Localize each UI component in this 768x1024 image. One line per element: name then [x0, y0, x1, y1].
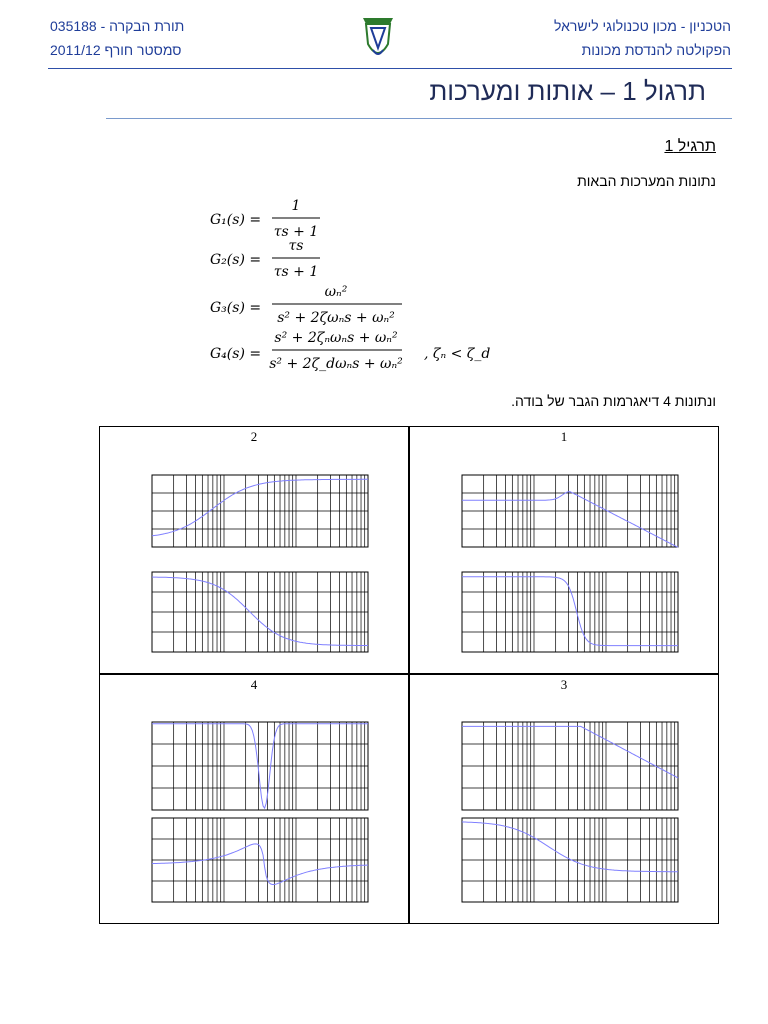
header-rule: [48, 68, 732, 69]
bode-label-1: 1: [560, 429, 568, 444]
bode-label-2: 2: [250, 429, 258, 444]
g4-num: s² + 2ζₙωₙs + ωₙ²: [274, 330, 398, 346]
g2-lhs: G₂(s) =: [210, 252, 262, 268]
bode-plot-1: [410, 427, 720, 675]
header-institute: הטכניון - מכון טכנולוגי לישראל: [553, 18, 731, 34]
plot3-magnitude: [462, 722, 678, 810]
plot2-phase: [152, 572, 368, 652]
given-systems-text: נתונות המערכות הבאות: [577, 173, 716, 189]
bode-plot-3: [410, 675, 720, 925]
plot1-magnitude: [462, 475, 678, 547]
plot2-phase-curve: [152, 577, 368, 646]
bode-cell-4: [99, 674, 409, 924]
title-rule: [106, 118, 732, 119]
g3-den: s² + 2ζωₙs + ωₙ²: [277, 310, 395, 326]
g1-den: τs + 1: [273, 224, 319, 240]
plot4-phase-curve: [152, 844, 368, 885]
plot3-magnitude-curve: [462, 726, 678, 778]
g2-num: τs: [288, 238, 304, 254]
bode-label-3: 3: [560, 677, 568, 692]
given-bode-text: ונתונות 4 דיאגרמות הגבר של בודה.: [511, 393, 716, 409]
g1-lhs: G₁(s) =: [210, 212, 262, 228]
exercise-title: תרגיל 1: [664, 138, 716, 155]
page-title: תרגול 1 – אותות ומערכות: [429, 76, 706, 106]
plot1-magnitude-curve: [462, 492, 678, 547]
g1-num: 1: [291, 198, 301, 214]
technion-logo: [360, 14, 396, 64]
g4-den: s² + 2ζ_dωₙs + ωₙ²: [269, 356, 403, 372]
header-semester: סמסטר חורף 2011/12: [50, 42, 182, 58]
plot1-phase: [462, 572, 678, 652]
g3-lhs: G₃(s) =: [210, 300, 262, 316]
plot3-phase-curve: [462, 822, 678, 872]
bode-cell-3: [409, 674, 719, 924]
header-course: תורת הבקרה - 035188: [50, 18, 185, 34]
bode-label-4: 4: [250, 677, 258, 692]
plot3-phase: [462, 818, 678, 902]
header-faculty: הפקולטה להנדסת מכונות: [581, 42, 731, 58]
g2-den: τs + 1: [273, 264, 319, 280]
transfer-functions: [196, 190, 516, 390]
plot2-magnitude: [152, 475, 368, 547]
plot1-phase-curve: [462, 577, 678, 646]
plot2-magnitude-curve: [152, 479, 368, 536]
plot4-magnitude: [152, 722, 368, 810]
bode-plot-4: [100, 675, 410, 925]
bode-diagrams-table: [99, 426, 720, 924]
bode-cell-2: [99, 426, 409, 674]
bode-cell-1: [409, 426, 719, 674]
g3-num: ωₙ²: [324, 284, 348, 300]
g4-lhs: G₄(s) =: [210, 346, 262, 362]
plot4-phase: [152, 818, 368, 902]
bode-plot-2: [100, 427, 410, 675]
g4-condition: , ζₙ < ζ_d: [424, 346, 491, 362]
